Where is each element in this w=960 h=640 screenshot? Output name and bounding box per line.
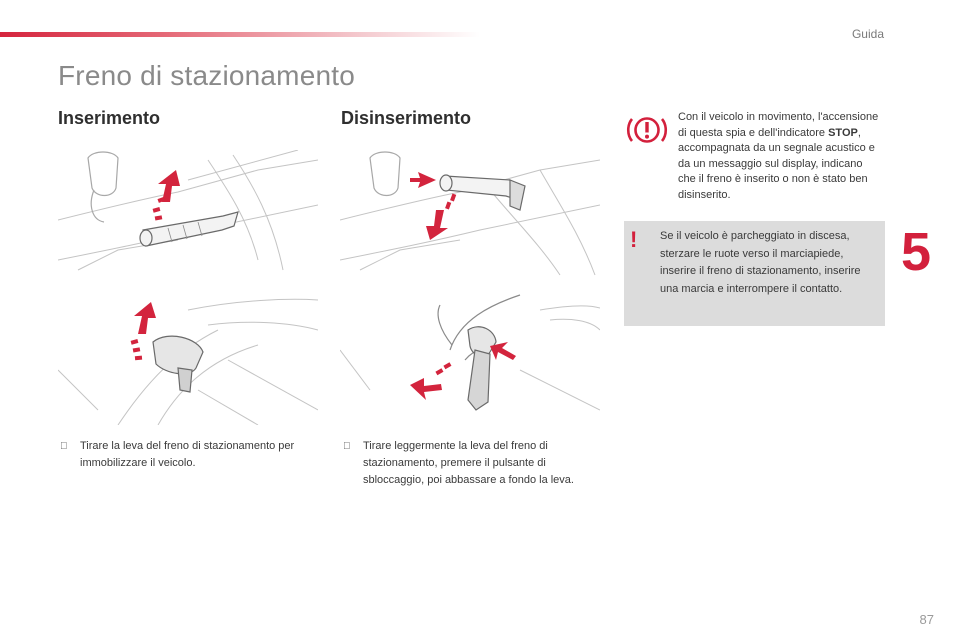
section-label: Guida [851, 27, 884, 41]
bullet-mark-icon [60, 438, 68, 455]
bullet-engage [60, 438, 310, 472]
warning-text: Con il veicolo in movimento, l'accensione di questa spia e dell'indicatore STOP, accompagnata da un segnale acustico e da un messaggio sul display, indicano che il freno è inserito o non è stato ben disinserito. [678, 111, 879, 201]
bullet-mark-icon [343, 438, 351, 455]
exclamation-icon: ! [630, 227, 638, 252]
heading-inserimento: Inserimento [58, 108, 161, 128]
bullet-release-text: Tirare leggermente la leva del freno di stazionamento, premere il pulsante di sbloccaggio, poi abbassare a fondo la leva. [363, 440, 574, 486]
page-number: 87 [919, 612, 934, 627]
chapter-number: 5 [901, 222, 932, 282]
illustration-release-lever [340, 150, 600, 282]
page-title: Freno di stazionamento [58, 60, 356, 91]
illustration-engage-lever [58, 150, 318, 282]
illustration-release-lever-detail [340, 290, 600, 425]
note-text: Se il veicolo è parcheggiato in discesa, sterzare le ruote verso il marciapiede, inserire il freno di stazionamento, inserire una marcia e interrompere il contatto. [660, 230, 861, 295]
illustration-engage-lever-detail [58, 290, 318, 425]
stop-indicator-label: STOP [828, 126, 858, 139]
parking-brake-warning-icon [625, 112, 669, 148]
heading-disinserimento: Disinserimento [341, 108, 472, 128]
header-accent-bar [0, 32, 480, 37]
bullet-engage-text: Tirare la leva del freno di stazionamento per immobilizzare il veicolo. [80, 440, 295, 469]
bullet-release [343, 438, 605, 489]
